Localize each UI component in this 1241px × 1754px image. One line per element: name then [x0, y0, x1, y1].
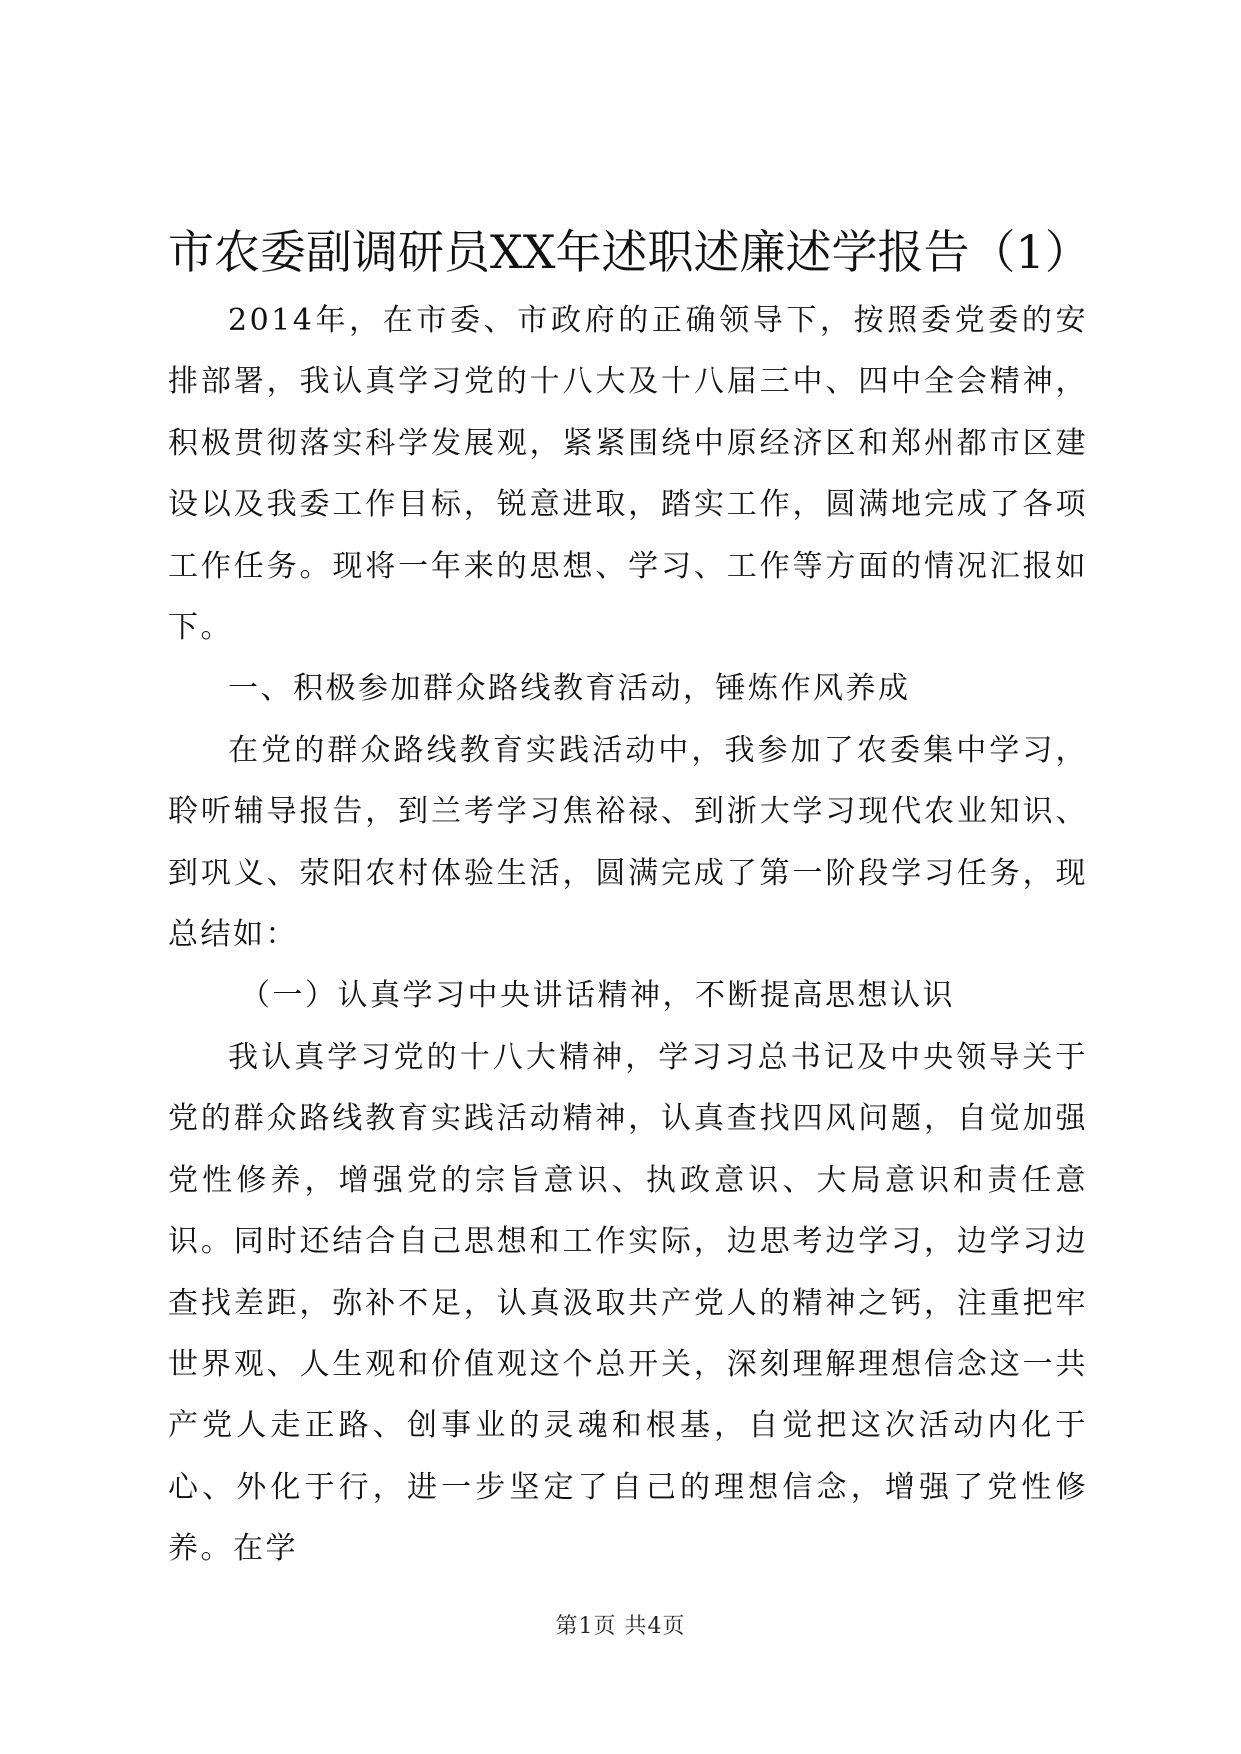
- paragraph-subsection-1: 我认真学习党的十八大精神，学习习总书记及中央领导关于党的群众路线教育实践活动精神，认真查找四风问题，自觉加强党性修养，增强党的宗旨意识、执政意识、大局意识和责任意识。同时还结合自己思想和工作实际，边思考边学习，边学习边查找差距，弥补不足，认真汲取共产党人的精神之钙，注重把牢世界观、人生观和价值观这个总开关，深刻理解理想信念这一共产党人走正路、创事业的灵魂和根基，自觉把这次活动内化于心、外化于行，进一步坚定了自己的理想信念，增强了党性修养。在学: [168, 1039, 1088, 1567]
- page-number-footer: 第1页 共4页: [555, 1614, 686, 1639]
- document-title: 市农委副调研员XX年述职述廉述学报告（1）: [168, 225, 1091, 279]
- paragraph-section-1: 在党的群众路线教育实践活动中，我参加了农委集中学习，聆听辅导报告，到兰考学习焦裕禄、到浙大学习现代农业知识、到巩义、荥阳农村体验生活，圆满完成了第一阶段学习任务，现总结如：: [168, 732, 1088, 953]
- paragraph-intro: 2014年，在市委、市政府的正确领导下，按照委党委的安排部署，我认真学习党的十八大及十八届三中、四中全会精神，积极贯彻落实科学发展观，紧紧围绕中原经济区和郑州都市区建设以及我委工作目标，锐意进取，踏实工作，圆满地完成了各项工作任务。现将一年来的思想、学习、工作等方面的情况汇报如下。: [168, 303, 1088, 646]
- section-heading-1: 一、积极参加群众路线教育活动，锤炼作风养成: [228, 671, 911, 707]
- subsection-heading-1: （一）认真学习中央讲话精神，不断提高思想认识: [240, 978, 955, 1014]
- document-body: [168, 290, 1088, 1580]
